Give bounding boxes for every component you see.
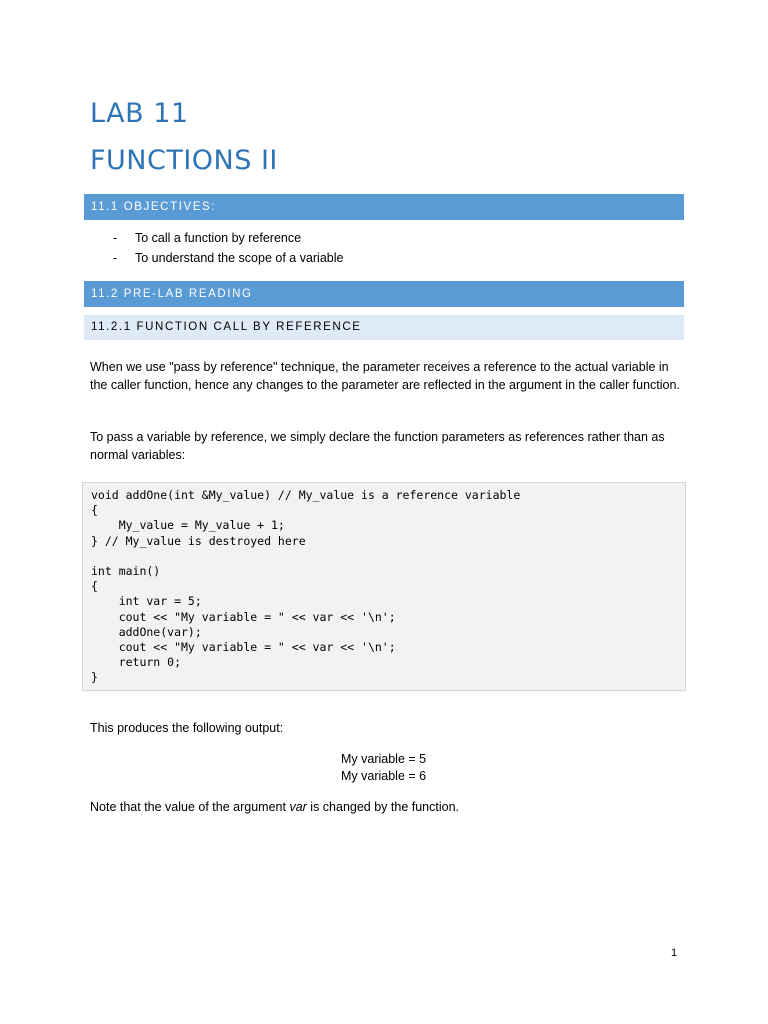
objective-text: To call a function by reference (135, 231, 302, 245)
page-number: 1 (671, 947, 678, 959)
note-variable: var (289, 800, 307, 814)
objectives-heading: 11.1 OBJECTIVES: (84, 194, 684, 220)
code-line: int main() (91, 564, 161, 579)
code-line: { (91, 579, 98, 594)
list-dash: - (113, 231, 118, 245)
note-suffix: is changed by the function. (306, 800, 459, 814)
output-line: My variable = 5 (341, 752, 427, 766)
call-by-reference-subheading: 11.2.1 FUNCTION CALL BY REFERENCE (84, 315, 684, 340)
output-line: My variable = 6 (341, 769, 427, 783)
objectives-list (113, 228, 343, 268)
program-output (341, 751, 426, 785)
code-line: void addOne(int &My_value) // My_value is a reference variable (91, 488, 521, 502)
code-line: int var = 5; (91, 594, 202, 609)
note-paragraph (90, 799, 680, 817)
code-line: cout << "My variable = " << var << '\n'; (91, 640, 396, 655)
code-line: } // My_value is destroyed here (91, 533, 306, 548)
howto-paragraph: To pass a variable by reference, we simply declare the function parameters as references rather than as normal variables: (90, 430, 665, 462)
note-prefix: Note that the value of the argument (90, 800, 290, 814)
list-item (113, 228, 343, 248)
code-line: addOne(var); (91, 624, 202, 639)
code-line: cout << "My variable = " << var << '\n'; (91, 609, 396, 624)
code-line: { (91, 503, 98, 518)
code-line: } (91, 670, 98, 685)
code-line: My_value = My_value + 1; (91, 518, 285, 533)
objective-text: To understand the scope of a variable (135, 251, 344, 265)
prelab-heading: 11.2 PRE-LAB READING (84, 281, 684, 307)
code-block (82, 482, 686, 691)
lab-number-title: LAB 11 (90, 98, 189, 129)
code-line: return 0; (91, 655, 182, 670)
output-intro-paragraph: This produces the following output: (90, 721, 284, 735)
list-dash: - (113, 251, 118, 265)
intro-paragraph: When we use "pass by reference" technique, the parameter receives a reference to the actual variable in the caller function, hence any changes to the parameter are reflected in the argument in the caller function. (90, 360, 680, 392)
lab-topic-title: FUNCTIONS II (90, 145, 278, 176)
list-item (113, 248, 343, 268)
